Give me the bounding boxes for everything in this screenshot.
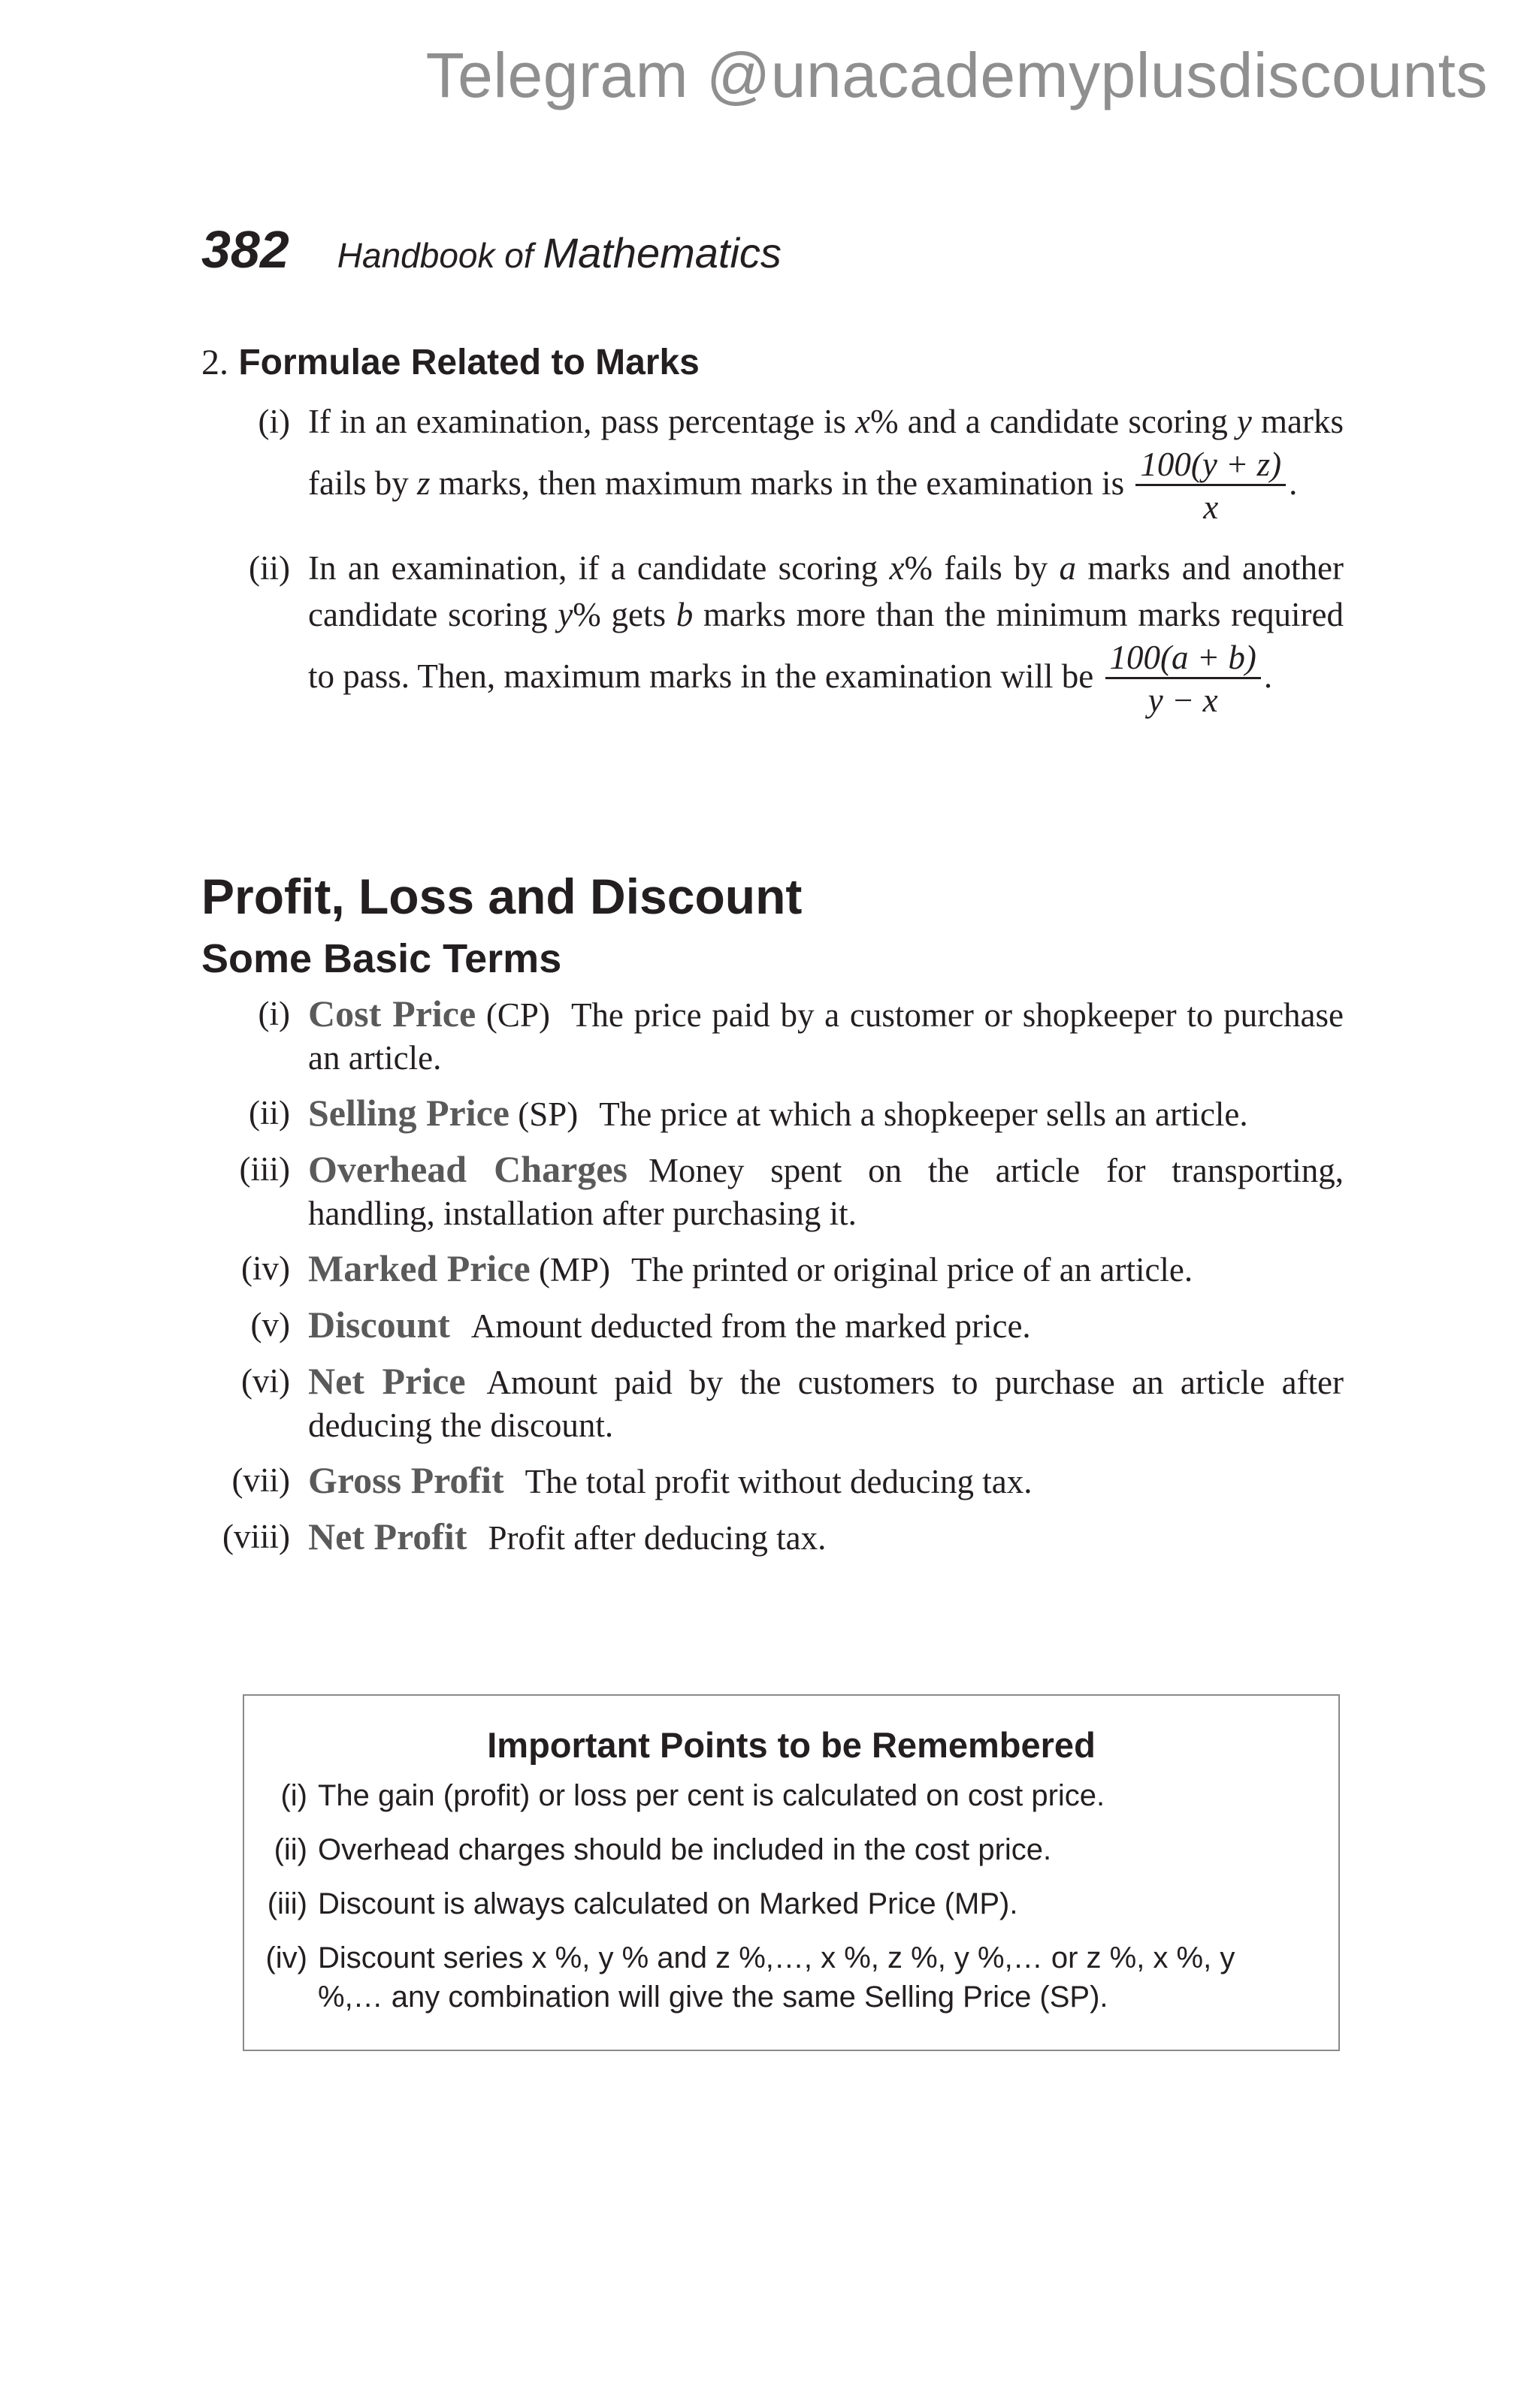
term-name: Selling Price <box>308 1092 509 1134</box>
term-label: (iv) <box>241 1249 290 1287</box>
term-definition: The price paid by a customer or shopkeeper to purchase an article. <box>308 996 1344 1077</box>
point-text: Discount is always calculated on Marked Price (MP). <box>318 1887 1018 1920</box>
marks-heading-number: 2. <box>201 343 228 382</box>
profit-section <box>201 868 1344 1572</box>
term-abbr: (CP) <box>476 996 550 1034</box>
page-header <box>201 219 782 279</box>
text: . <box>1289 464 1298 502</box>
text: marks fails by <box>308 403 1344 502</box>
text: . <box>1263 657 1273 695</box>
math-var: z <box>416 464 431 502</box>
important-points-box <box>243 1694 1340 2051</box>
marks-section <box>201 342 1344 721</box>
math-var: b <box>676 596 694 633</box>
math-var: x <box>855 403 871 440</box>
text: marks, then maximum marks in the examination is <box>430 464 1133 502</box>
term-item <box>201 1148 1344 1235</box>
term-item <box>201 1304 1344 1348</box>
text: % and a candidate scoring <box>870 403 1237 440</box>
term-label: (iii) <box>239 1150 290 1188</box>
term-item <box>201 1247 1344 1292</box>
term-definition: Profit after deducing tax. <box>488 1519 827 1557</box>
important-point <box>244 1884 1338 1923</box>
marks-item-1 <box>201 398 1344 528</box>
marks-heading-text: Formulae Related to Marks <box>238 343 700 382</box>
term-item <box>201 1092 1344 1136</box>
point-text: Overhead charges should be included in the cost price. <box>318 1833 1052 1866</box>
terms-list <box>201 993 1344 1560</box>
term-item <box>201 1515 1344 1560</box>
book-title <box>337 229 782 276</box>
text: % gets <box>573 596 676 633</box>
term-definition: Money spent on the article for transporting, handling, installation after purchasing it. <box>308 1152 1344 1232</box>
term-name: Marked Price <box>308 1247 531 1289</box>
marks-heading <box>201 342 1344 383</box>
term-name: Cost Price <box>308 993 476 1035</box>
term-name: Discount <box>308 1304 450 1346</box>
math-var: x <box>889 549 905 587</box>
term-definition: Amount paid by the customers to purchase an article after deducing the discount. <box>308 1364 1344 1444</box>
important-points-list <box>244 1776 1338 2017</box>
book-title-big: Mathematics <box>543 229 782 276</box>
text: If in an examination, pass percentage is <box>308 403 856 440</box>
text: marks and another candidate scoring <box>308 549 1344 633</box>
text: marks more than the minimum marks required to pass. Then, maximum marks in the examination will be <box>308 596 1344 695</box>
fraction <box>1105 638 1261 721</box>
term-item <box>201 1360 1344 1447</box>
point-label: (iv) <box>265 1941 307 1974</box>
term-label: (vii) <box>231 1461 290 1499</box>
term-label: (i) <box>258 995 290 1032</box>
marks-item-2-label: (ii) <box>249 549 290 587</box>
term-name: Overhead Charges <box>308 1148 627 1190</box>
marks-item-1-label: (i) <box>258 403 290 440</box>
term-abbr: (MP) <box>530 1251 610 1289</box>
term-definition: The total profit without deducing tax. <box>525 1463 1033 1500</box>
marks-item-2 <box>201 545 1344 721</box>
important-point <box>244 1938 1338 2017</box>
term-definition: The printed or original price of an article. <box>630 1251 1193 1289</box>
term-name: Net Price <box>308 1360 466 1402</box>
text: % fails by <box>904 549 1060 587</box>
math-var: a <box>1059 549 1077 587</box>
term-name: Net Profit <box>308 1515 467 1557</box>
term-label: (viii) <box>222 1518 290 1555</box>
fraction-numerator: 100(y + z) <box>1135 445 1286 486</box>
point-text: Discount series x %, y % and z %,…, x %, z %, y %,… or z %, x %, y %,… any combination will give the same Selling Price (SP). <box>318 1941 1235 2014</box>
fraction-numerator: 100(a + b) <box>1105 638 1261 679</box>
term-definition: The price at which a shopkeeper sells an article. <box>599 1095 1248 1133</box>
important-point <box>244 1776 1338 1815</box>
point-text: The gain (profit) or loss per cent is calculated on cost price. <box>318 1779 1105 1812</box>
point-label: (iii) <box>267 1887 307 1920</box>
term-label: (v) <box>250 1306 290 1343</box>
important-point <box>244 1830 1338 1869</box>
fraction <box>1135 445 1286 528</box>
book-title-small: Handbook of <box>337 236 534 275</box>
term-label: (ii) <box>249 1094 290 1131</box>
term-item <box>201 1459 1344 1503</box>
point-label: (ii) <box>274 1833 307 1866</box>
term-definition: Amount deducted from the marked price. <box>470 1307 1031 1345</box>
profit-heading: Profit, Loss and Discount <box>201 869 803 924</box>
fraction-denominator: y − x <box>1147 681 1218 719</box>
term-abbr: (SP) <box>509 1095 579 1133</box>
term-label: (vi) <box>241 1362 290 1400</box>
fraction-denominator: x <box>1203 488 1219 526</box>
text: In an examination, if a candidate scoring <box>308 549 890 587</box>
page-number: 382 <box>201 220 289 279</box>
point-label: (i) <box>280 1779 307 1812</box>
important-box-title: Important Points to be Remembered <box>487 1725 1096 1765</box>
watermark: Telegram @unacademyplusdiscounts <box>425 40 1488 110</box>
math-var: y <box>558 596 573 633</box>
math-var: y <box>1236 403 1252 440</box>
term-name: Gross Profit <box>308 1459 504 1501</box>
basic-terms-heading: Some Basic Terms <box>201 936 562 981</box>
term-item <box>201 993 1344 1080</box>
